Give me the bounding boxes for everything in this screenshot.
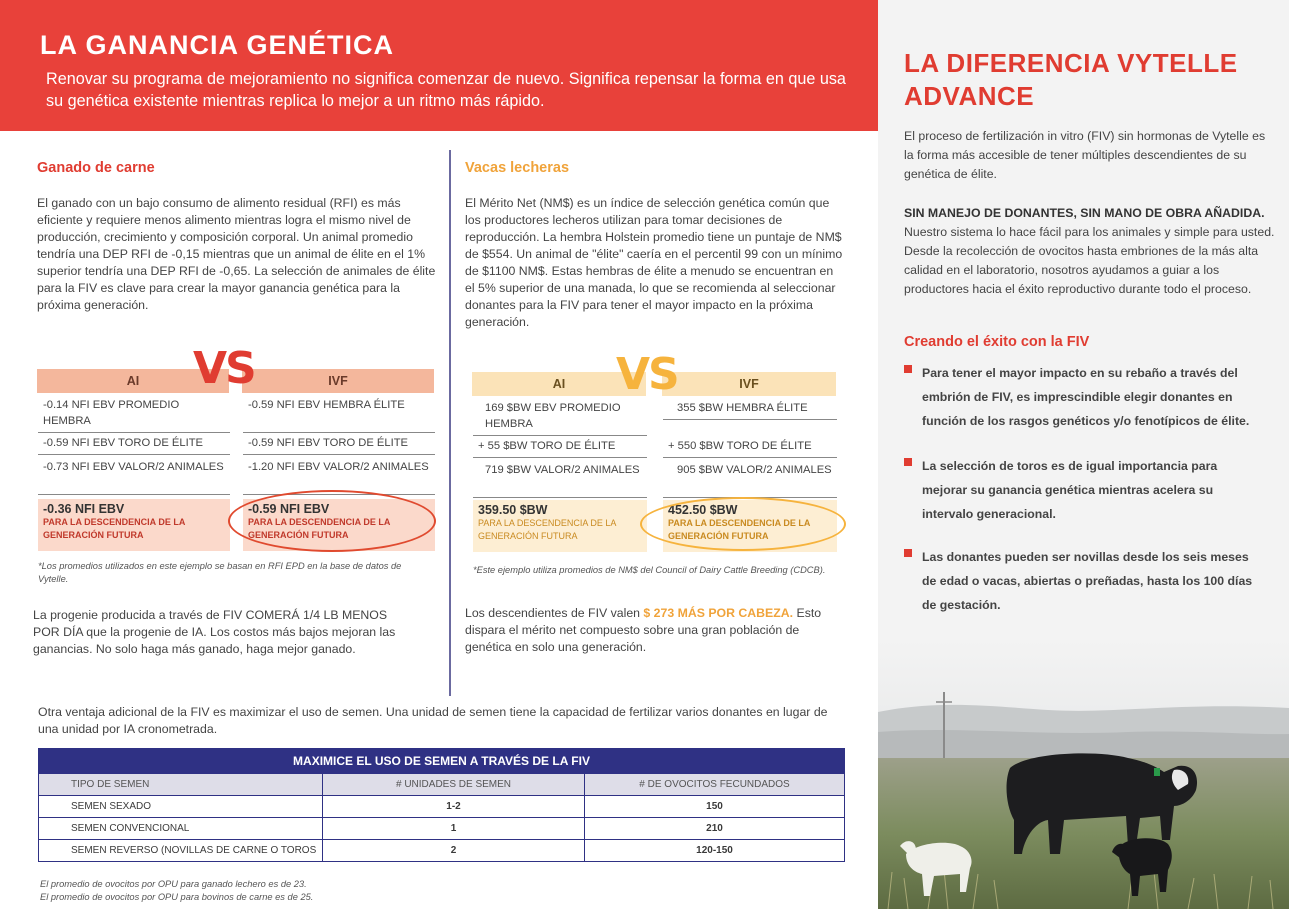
semen-table-title: MAXIMICE EL USO DE SEMEN A TRAVÉS DE LA FIV bbox=[39, 749, 844, 773]
beef-ai-row: -0.73 NFI EBV VALOR/2 ANIMALES bbox=[38, 459, 230, 495]
list-item bbox=[904, 454, 1264, 526]
beef-ai-total bbox=[38, 499, 230, 551]
header-cell: # DE OVOCITOS FECUNDADOS bbox=[639, 779, 790, 790]
dairy-ai-total-caption: PARA LA DESCENDENCIA DE LA GENERACIÓN FUTURA bbox=[478, 518, 616, 541]
header-banner bbox=[0, 0, 878, 131]
beef-ivf-total-value: -0.59 NFI EBV bbox=[248, 502, 330, 516]
beef-ivf-row: -0.59 NFI EBV TORO DE ÉLITE bbox=[243, 435, 435, 455]
dairy-ivf-total-value: 452.50 $BW bbox=[668, 503, 738, 517]
dairy-conclusion-post: Esto dispara el mérito net compuesto sobre una gran población de genética en solo una generación. bbox=[465, 606, 822, 654]
header-cell: TIPO DE SEMEN bbox=[39, 774, 323, 795]
table-cell: 210 bbox=[706, 823, 723, 834]
bullet-square-icon bbox=[904, 458, 912, 466]
page-subtitle: Renovar su programa de mejoramiento no significa comenzar de nuevo. Significa repensar la forma en que usa su genética existente mientras replica lo mejor a un ritmo más rápido. bbox=[46, 70, 846, 110]
dairy-conclusion-pre: Los descendientes de FIV valen bbox=[465, 606, 644, 620]
sidebar-subtitle: Creando el éxito con la FIV bbox=[904, 334, 1090, 350]
dairy-title: Vacas lecheras bbox=[465, 160, 570, 176]
table-cell: 2 bbox=[323, 840, 585, 861]
beef-ivf-row: -0.59 NFI EBV HEMBRA ÉLITE bbox=[243, 397, 435, 433]
beef-conclusion: La progenie producida a través de FIV COMERÁ 1/4 LB MENOS POR DÍA que la progenie de IA. Los costos más bajos mejoran las ganancias. No solo haga más ganado, haga mejor ganado. bbox=[33, 608, 396, 656]
table-row bbox=[39, 817, 844, 839]
beef-highlight-ellipse bbox=[228, 490, 436, 552]
cattle-photo bbox=[878, 640, 1289, 909]
beef-ai-row: -0.14 NFI EBV PROMEDIO HEMBRA bbox=[38, 397, 230, 433]
beef-body: El ganado con un bajo consumo de alimento residual (RFI) es más eficiente y requiere menos alimento mientras logra el mismo nivel de producción, crecimiento y composición corporal. Un animal promedio tendría una DEP RFI de -0,15 mientras que un animal de élite en el 1% superior tendría una DEP RFI de -0,65. La selección de animales de élite para la FIV es clave para crear la mayor ganancia genética para la próxima generación. bbox=[37, 196, 436, 312]
table-row bbox=[39, 839, 844, 861]
table-cell: SEMEN REVERSO (NOVILLAS DE CARNE O TOROS bbox=[39, 840, 323, 861]
dairy-ai-total bbox=[473, 500, 647, 552]
sidebar-bold-body: Nuestro sistema lo hace fácil para los animales y simple para usted. Desde la recolección de ovocitos hasta embriones de la más alta calidad en el laboratorio, nosotros ayudamos a guiar a los productores hacia el éxito reproductivo durante todo el proceso. bbox=[904, 225, 1275, 296]
dairy-body: El Mérito Net (NM$) es un índice de selección genética común que los productores lecheros utilizan para tomar decisiones de reproducción. La hembra Holstein promedio tiene un puntaje de NM$ de $554. Un animal de "élite" caería en el percentil 99 con un mínimo de $1100 NM$. Estas hembras de élite a menudo se encuentran en el 5% superior de una manada, lo que se recomienda al seleccionar donantes para la FIV para tener el mayor impacto en la próxima generación. bbox=[465, 196, 843, 329]
list-item bbox=[904, 361, 1264, 433]
list-item bbox=[904, 545, 1264, 617]
dairy-conclusion-highlight: $ 273 MÁS POR CABEZA. bbox=[643, 606, 794, 620]
beef-ai-row: -0.59 NFI EBV TORO DE ÉLITE bbox=[38, 435, 230, 455]
semen-table-header bbox=[39, 773, 844, 795]
footnote-beef: El promedio de ovocitos por OPU para bovinos de carne es de 25. bbox=[40, 892, 314, 902]
dairy-ivf-row: 905 $BW VALOR/2 ANIMALES bbox=[663, 462, 837, 498]
dairy-ai-row: 169 $BW EBV PROMEDIO HEMBRA bbox=[473, 400, 647, 436]
beef-ivf-row: -1.20 NFI EBV VALOR/2 ANIMALES bbox=[243, 459, 435, 495]
dairy-ivf-header: IVF bbox=[662, 372, 836, 396]
beef-ivf-total-caption: PARA LA DESCENDENCIA DE LA GENERACIÓN FUTURA bbox=[248, 517, 391, 540]
table-row bbox=[39, 795, 844, 817]
table-cell: 150 bbox=[706, 801, 723, 812]
sidebar-title: LA DIFERENCIA VYTELLE ADVANCE bbox=[904, 48, 1238, 111]
list-item-text: La selección de toros es de igual importancia para mejorar su ganancia genética mientras acelera su intervalo generacional. bbox=[922, 459, 1218, 521]
dairy-vs-label: VS bbox=[616, 349, 678, 400]
list-item-text: Para tener el mayor impacto en su rebaño a través del embrión de FIV, es imprescindible elegir donantes en función de los rasgos genéticos y/o fenotípicos de élite. bbox=[922, 366, 1250, 428]
beef-vs-label: VS bbox=[193, 343, 255, 394]
footnote-dairy: El promedio de ovocitos por OPU para ganado lechero es de 23. bbox=[40, 879, 307, 889]
beef-ai-total-caption: PARA LA DESCENDENCIA DE LA GENERACIÓN FUTURA bbox=[43, 517, 186, 540]
semen-intro: Otra ventaja adicional de la FIV es maximizar el uso de semen. Una unidad de semen tiene la capacidad de fertilizar varios donantes en lugar de una unidad por IA cronometrada. bbox=[38, 705, 828, 736]
header-cell: # UNIDADES DE SEMEN bbox=[323, 774, 585, 795]
dairy-ivf-row: 355 $BW HEMBRA ÉLITE bbox=[663, 400, 837, 420]
bullet-square-icon bbox=[904, 365, 912, 373]
dairy-section bbox=[465, 160, 845, 331]
table-cell: SEMEN SEXADO bbox=[39, 796, 323, 817]
page-title: LA GANANCIA GENÉTICA bbox=[40, 30, 394, 60]
table-cell: 120-150 bbox=[696, 845, 733, 856]
semen-table bbox=[38, 748, 845, 862]
semen-footnotes bbox=[40, 878, 313, 904]
dairy-ai-row: + 55 $BW TORO DE ÉLITE bbox=[473, 438, 647, 458]
table-cell: 1 bbox=[323, 818, 585, 839]
list-item-text: Las donantes pueden ser novillas desde los seis meses de edad o vacas, abiertas o preñadas, hasta los 100 días de gestación. bbox=[922, 550, 1253, 612]
bullet-square-icon bbox=[904, 549, 912, 557]
sidebar-paragraph bbox=[904, 204, 1276, 299]
dairy-ivf-row: + 550 $BW TORO DE ÉLITE bbox=[663, 438, 837, 458]
sidebar bbox=[878, 0, 1289, 909]
cattle-photo-image bbox=[878, 640, 1289, 909]
dairy-ivf-total-caption: PARA LA DESCENDENCIA DE LA GENERACIÓN FUTURA bbox=[668, 518, 811, 541]
column-divider bbox=[449, 150, 451, 696]
beef-note: *Los promedios utilizados en este ejemplo se basan en RFI EPD en la base de datos de Vytelle. bbox=[38, 561, 402, 584]
sidebar-intro: El proceso de fertilización in vitro (FIV) sin hormonas de Vytelle es la forma más accesible de tener múltiples descendientes de su genética de élite. bbox=[904, 129, 1266, 181]
beef-ai-total-value: -0.36 NFI EBV bbox=[43, 502, 125, 516]
table-cell: SEMEN CONVENCIONAL bbox=[39, 818, 323, 839]
dairy-ai-header: AI bbox=[472, 372, 646, 396]
sidebar-bold-heading: SIN MANEJO DE DONANTES, SIN MANO DE OBRA AÑADIDA. bbox=[904, 206, 1265, 220]
dairy-ai-total-value: 359.50 $BW bbox=[478, 503, 548, 517]
dairy-ai-row: 719 $BW VALOR/2 ANIMALES bbox=[473, 462, 647, 498]
dairy-conclusion bbox=[465, 605, 845, 656]
beef-title: Ganado de carne bbox=[37, 160, 155, 176]
dairy-note: *Este ejemplo utiliza promedios de NM$ del Council of Dairy Cattle Breeding (CDCB). bbox=[473, 565, 826, 575]
beef-section bbox=[37, 160, 437, 314]
table-cell: 1-2 bbox=[323, 796, 585, 817]
beef-ai-header: AI bbox=[37, 369, 229, 393]
dairy-highlight-ellipse bbox=[640, 497, 846, 551]
beef-ivf-header: IVF bbox=[242, 369, 434, 393]
